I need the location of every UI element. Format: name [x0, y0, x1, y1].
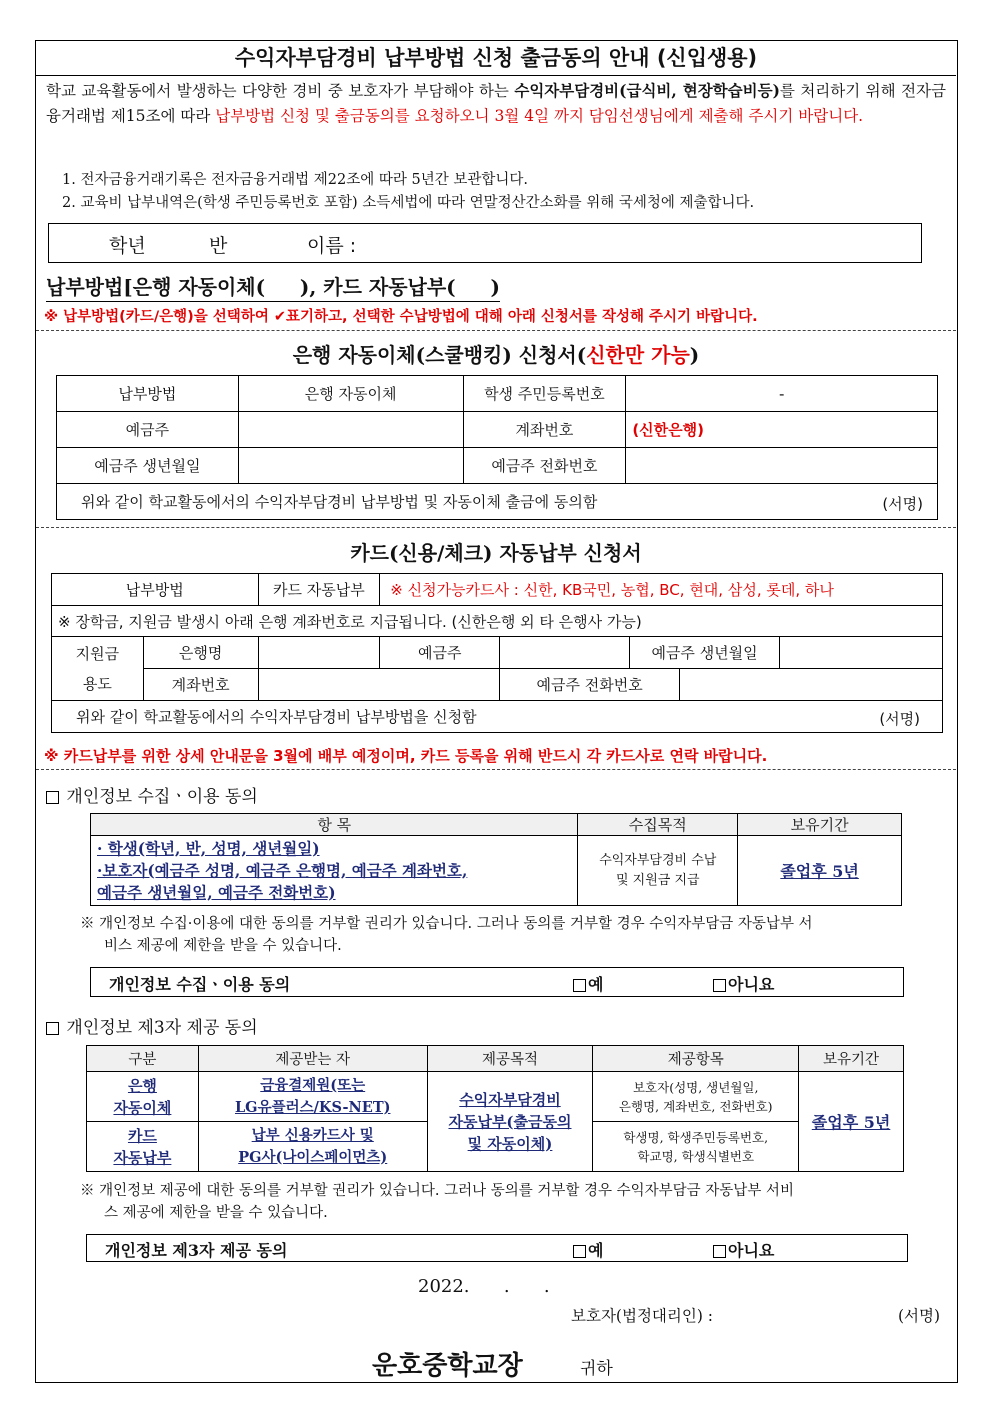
card-form-title: 카드(신용/체크) 자동납부 신청서 [350, 541, 642, 565]
card-method-label: 납부방법 [52, 574, 259, 606]
account-holder-label: 예금주 [57, 412, 239, 448]
card-consent-text: 위와 같이 학교활동에서의 수익자부담경비 납부방법을 신청함 [76, 708, 477, 726]
collect-no-option[interactable]: 아니요 [713, 972, 774, 995]
holder-phone-field[interactable] [680, 669, 943, 701]
checkbox-icon[interactable] [573, 979, 586, 992]
account-holder-field[interactable] [238, 412, 463, 448]
col-header-type: 구분 [87, 1046, 199, 1072]
card-sign-field[interactable]: (서명) [879, 710, 920, 728]
account-field[interactable] [258, 669, 500, 701]
holder-label: 예금주 [380, 637, 500, 669]
holder-birth-label: 예금주 생년월일 [57, 448, 239, 484]
checkbox-icon[interactable] [46, 1022, 59, 1035]
collect-items: · 학생(학년, 반, 성명, 생년월일) ·보호자(예금주 성명, 예금주 은행명, 예금주 계좌번호, 예금주 생년월일, 예금주 전화번호) [91, 836, 578, 906]
bank-method-value: 은행 자동이체 [238, 376, 463, 412]
third-purpose: 수익자부담경비 자동납부(출금동의 및 자동이체) [427, 1072, 593, 1172]
privacy-third-heading: 개인정보 제3자 제공 동의 [46, 1013, 258, 1038]
type-card: 카드 자동납부 [87, 1122, 199, 1172]
third-yes-option[interactable]: 예 [573, 1238, 603, 1261]
card-companies-note: ※ 신청가능카드사 : 신한, KB국민, 농협, BC, 현대, 삼성, 롯데, 하나 [380, 574, 943, 606]
col-header-period: 보유기간 [799, 1046, 904, 1072]
privacy-collect-heading: 개인정보 수집ㆍ이용 동의 [46, 782, 258, 807]
name-label: 이름 : [307, 235, 357, 257]
privacy-third-consent-box [86, 1234, 908, 1262]
student-id-label: 학생 주민등록번호 [463, 376, 626, 412]
intro-note-1: 1. 전자금융거래기록은 전자금융거래법 제22조에 따라 5년간 보관합니다. [62, 172, 528, 188]
holder-field[interactable] [500, 637, 630, 669]
items-bank: 보호자(성명, 생년월일, 은행명, 계좌번호, 전화번호) [593, 1072, 799, 1122]
account-number-label: 계좌번호 [463, 412, 626, 448]
recipient-bank: 금융결제원(또는 LG유플러스/KS-NET) [198, 1072, 427, 1122]
intro-note-2: 2. 교육비 납부내역은(학생 주민등록번호 포함) 소득세법에 따라 연말정산간소화를 위해 국세청에 제출합니다. [62, 195, 755, 211]
card-notice: ※ 카드납부를 위한 상세 안내문을 3월에 배부 예정이며, 카드 등록을 위해 반드시 각 카드사로 연락 바랍니다. [44, 747, 768, 765]
collect-purpose: 수익자부담경비 수납 및 지원금 지급 [578, 836, 738, 906]
collect-period: 졸업후 5년 [738, 836, 902, 906]
bank-consent-row [57, 484, 938, 520]
refund-note: ※ 장학금, 지원금 발생시 아래 은행 계좌번호로 지급됩니다. (신한은행 외 타 은행사 가능) [52, 606, 943, 637]
honorific: 귀하 [580, 1359, 613, 1379]
guardian-label: 보호자(법정대리인) : [571, 1307, 714, 1325]
divider [36, 527, 956, 528]
payment-method-notice: ※ 납부방법(카드/은행)을 선택하여 ✔표기하고, 선택한 수납방법에 대해 아래 신청서를 작성해 주시기 바랍니다. [44, 309, 758, 325]
holder-birth-field[interactable] [780, 637, 943, 669]
collect-yes-option[interactable]: 예 [573, 972, 603, 995]
school-principal: 운호중학교장 [372, 1351, 523, 1381]
bank-form-title: 은행 자동이체(스쿨뱅킹) 신청서(신한만 가능) [292, 343, 700, 367]
checkbox-icon[interactable] [713, 1245, 726, 1258]
third-no-option[interactable]: 아니요 [713, 1238, 774, 1261]
class-label: 반 [209, 235, 228, 257]
type-bank: 은행 자동이체 [87, 1072, 199, 1122]
page-title: 수익자부담경비 납부방법 신청 출금동의 안내 (신입생용) [36, 41, 956, 76]
col-header-period: 보유기간 [738, 814, 902, 836]
student-id-field[interactable]: - [626, 376, 938, 412]
privacy-third-table [86, 1045, 904, 1172]
privacy-collect-consent-box [90, 967, 904, 997]
bank-method-label: 납부방법 [57, 376, 239, 412]
guardian-sign-field[interactable]: (서명) [898, 1307, 941, 1325]
date-field[interactable]: 2022. . . [418, 1276, 550, 1297]
bank-form-table [56, 375, 938, 520]
intro-paragraph: 학교 교육활동에서 발생하는 다양한 경비 중 보호자가 부담해야 하는 수익자부담경비(급식비, 현장학습비등)를 처리하기 위해 전자금융거래법 제15조에 따라 납부방법 신청 및 출금동의를 요청하오니 3월 4일 까지 담임선생님에게 제출해 주시기 바랍니다. [46, 81, 947, 125]
account-label: 계좌번호 [143, 669, 258, 701]
bank-consent-text: 위와 같이 학교활동에서의 수익자부담경비 납부방법 및 자동이체 출금에 동의함 [81, 493, 598, 511]
payment-method-heading: 납부방법[은행 자동이체( ), 카드 자동납부( ) [46, 271, 500, 302]
col-header-recipient: 제공받는 자 [198, 1046, 427, 1072]
bank-name-label: 은행명 [143, 637, 258, 669]
checkbox-icon[interactable] [713, 979, 726, 992]
items-card: 학생명, 학생주민등록번호, 학교명, 학생식별번호 [593, 1122, 799, 1172]
privacy-third-notice: ※ 개인정보 제공에 대한 동의를 거부할 권리가 있습니다. 그러나 동의를 거부할 경우 수익자부담금 자동납부 서비 스 제공에 제한을 받을 수 있습니다. [80, 1183, 794, 1221]
checkbox-icon[interactable] [573, 1245, 586, 1258]
col-header-purpose: 수집목적 [578, 814, 738, 836]
third-period: 졸업후 5년 [799, 1072, 904, 1172]
holder-phone-field[interactable] [626, 448, 938, 484]
card-method-value: 카드 자동납부 [258, 574, 380, 606]
card-consent-row [52, 701, 943, 733]
col-header-purpose: 제공목적 [427, 1046, 593, 1072]
card-form-table [51, 573, 943, 733]
grade-label: 학년 [109, 235, 146, 257]
holder-birth-label: 예금주 생년월일 [630, 637, 780, 669]
privacy-collect-table [90, 813, 902, 906]
holder-phone-label: 예금주 전화번호 [500, 669, 680, 701]
col-header-item: 항 목 [91, 814, 578, 836]
recipient-card: 납부 신용카드사 및 PG사(나이스페이먼츠) [198, 1122, 427, 1172]
col-header-items: 제공항목 [593, 1046, 799, 1072]
bank-sign-field[interactable]: (서명) [882, 495, 923, 513]
support-use-label: 지원금 용도 [52, 637, 144, 701]
divider [36, 769, 956, 770]
account-number-field[interactable]: (신한은행) [626, 412, 938, 448]
collect-consent-label: 개인정보 수집ㆍ이용 동의 [109, 975, 291, 994]
privacy-collect-notice: ※ 개인정보 수집·이용에 대한 동의를 거부할 권리가 있습니다. 그러나 동의를 거부할 경우 수익자부담금 자동납부 서 비스 제공에 제한을 받을 수 있습니다. [80, 916, 813, 954]
divider [36, 330, 956, 331]
student-info-box [48, 223, 922, 263]
holder-phone-label: 예금주 전화번호 [463, 448, 626, 484]
third-consent-label: 개인정보 제3자 제공 동의 [105, 1241, 288, 1260]
holder-birth-field[interactable] [238, 448, 463, 484]
checkbox-icon[interactable] [46, 791, 59, 804]
bank-name-field[interactable] [258, 637, 380, 669]
